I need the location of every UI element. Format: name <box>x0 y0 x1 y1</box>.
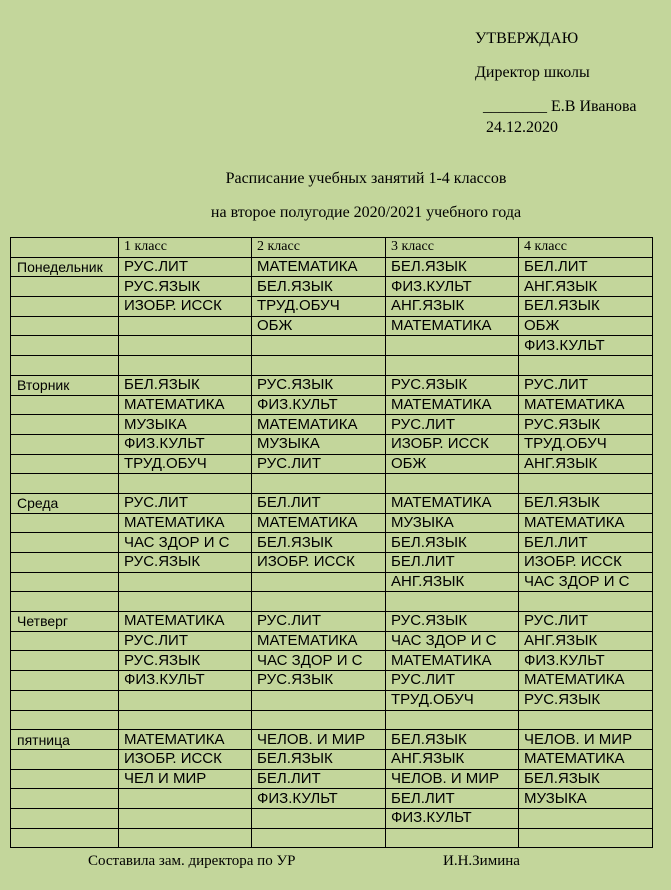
lesson-cell <box>252 808 386 828</box>
day-cell <box>11 415 119 435</box>
lesson-cell: ФИЗ.КУЛЬТ <box>252 395 386 415</box>
lesson-cell: МАТЕМАТИКА <box>119 730 252 750</box>
day-cell <box>11 651 119 671</box>
lesson-cell <box>519 710 653 730</box>
table-row <box>11 769 653 789</box>
lesson-cell: БЕЛ.ЯЗЫК <box>519 297 653 317</box>
lesson-cell: РУС.ЯЗЫК <box>252 671 386 691</box>
lesson-cell: РУС.ЛИТ <box>386 415 519 435</box>
lesson-cell: МАТЕМАТИКА <box>119 395 252 415</box>
day-cell <box>11 297 119 317</box>
lesson-cell: ТРУД.ОБУЧ <box>252 297 386 317</box>
lesson-cell: ЧАС ЗДОР И С <box>252 651 386 671</box>
lesson-cell: ИЗОБР. ИССК <box>119 297 252 317</box>
lesson-cell <box>119 356 252 376</box>
lesson-cell: РУС.ЯЗЫК <box>119 277 252 297</box>
lesson-cell: АНГ.ЯЗЫК <box>519 631 653 651</box>
day-cell <box>11 789 119 809</box>
table-row <box>11 415 653 435</box>
lesson-cell: МУЗЫКА <box>252 434 386 454</box>
lesson-cell <box>519 828 653 848</box>
lesson-cell <box>119 572 252 592</box>
lesson-cell <box>386 474 519 494</box>
lesson-cell <box>119 690 252 710</box>
lesson-cell: БЕЛ.ЯЗЫК <box>386 533 519 553</box>
lesson-cell: МАТЕМАТИКА <box>519 749 653 769</box>
lesson-cell <box>386 592 519 612</box>
table-row <box>11 612 653 632</box>
lesson-cell: ЧАС ЗДОР И С <box>119 533 252 553</box>
lesson-cell: РУС.ЛИТ <box>252 612 386 632</box>
lesson-cell: МАТЕМАТИКА <box>252 415 386 435</box>
lesson-cell: ОБЖ <box>519 316 653 336</box>
lesson-cell <box>252 356 386 376</box>
day-cell: Вторник <box>11 375 119 395</box>
day-cell <box>11 592 119 612</box>
table-row <box>11 533 653 553</box>
table-row <box>11 454 653 474</box>
lesson-cell: ОБЖ <box>386 454 519 474</box>
header-cell-class: 2 класс <box>252 238 386 258</box>
lesson-cell: ФИЗ.КУЛЬТ <box>519 651 653 671</box>
lesson-cell: БЕЛ.ЯЗЫК <box>519 769 653 789</box>
lesson-cell: МАТЕМАТИКА <box>252 513 386 533</box>
lesson-cell: МУЗЫКА <box>386 513 519 533</box>
lesson-cell <box>519 808 653 828</box>
day-cell <box>11 808 119 828</box>
day-cell <box>11 336 119 356</box>
lesson-cell: ФИЗ.КУЛЬТ <box>519 336 653 356</box>
lesson-cell: ИЗОБР. ИССК <box>519 553 653 573</box>
lesson-cell: РУС.ЛИТ <box>519 375 653 395</box>
schedule-table-body <box>11 238 653 848</box>
lesson-cell <box>386 356 519 376</box>
lesson-cell <box>119 474 252 494</box>
lesson-cell: МАТЕМАТИКА <box>519 671 653 691</box>
lesson-cell <box>252 474 386 494</box>
table-row <box>11 631 653 651</box>
lesson-cell: МУЗЫКА <box>519 789 653 809</box>
lesson-cell: БЕЛ.ЛИТ <box>252 493 386 513</box>
lesson-cell <box>252 336 386 356</box>
lesson-cell: ФИЗ.КУЛЬТ <box>386 277 519 297</box>
lesson-cell: БЕЛ.ЯЗЫК <box>386 730 519 750</box>
table-row <box>11 572 653 592</box>
day-cell <box>11 828 119 848</box>
day-cell <box>11 749 119 769</box>
day-cell: Понедельник <box>11 257 119 277</box>
day-cell <box>11 513 119 533</box>
lesson-cell: БЕЛ.ЛИТ <box>519 533 653 553</box>
approval-signature: ________ Е.В Иванова <box>483 98 637 115</box>
lesson-cell <box>386 336 519 356</box>
table-row <box>11 513 653 533</box>
lesson-cell <box>252 710 386 730</box>
lesson-cell: МАТЕМАТИКА <box>386 316 519 336</box>
day-cell <box>11 572 119 592</box>
lesson-cell: БЕЛ.ЛИТ <box>519 257 653 277</box>
lesson-cell: АНГ.ЯЗЫК <box>386 749 519 769</box>
lesson-cell: МАТЕМАТИКА <box>252 631 386 651</box>
approval-date: 24.12.2020 <box>486 119 558 136</box>
schedule-title: Расписание учебных занятий 1-4 классов <box>225 170 507 187</box>
lesson-cell: БЕЛ.ЯЗЫК <box>386 257 519 277</box>
lesson-cell: ТРУД.ОБУЧ <box>386 690 519 710</box>
lesson-cell: ТРУД.ОБУЧ <box>119 454 252 474</box>
lesson-cell: МАТЕМАТИКА <box>386 651 519 671</box>
table-row <box>11 375 653 395</box>
day-cell <box>11 631 119 651</box>
lesson-cell: РУС.ЯЗЫК <box>119 651 252 671</box>
table-row <box>11 553 653 573</box>
day-cell: Среда <box>11 493 119 513</box>
lesson-cell <box>119 316 252 336</box>
schedule-subtitle: на второе полугодие 2020/2021 учебного года <box>210 204 522 221</box>
lesson-cell: АНГ.ЯЗЫК <box>386 572 519 592</box>
lesson-cell <box>386 828 519 848</box>
lesson-cell <box>519 592 653 612</box>
lesson-cell <box>119 828 252 848</box>
header-cell-empty <box>11 238 119 258</box>
lesson-cell: ЧЕЛОВ. И МИР <box>252 730 386 750</box>
lesson-cell <box>119 789 252 809</box>
lesson-cell: МАТЕМАТИКА <box>386 395 519 415</box>
lesson-cell: ФИЗ.КУЛЬТ <box>252 789 386 809</box>
lesson-cell: ИЗОБР. ИССК <box>386 434 519 454</box>
table-row <box>11 730 653 750</box>
lesson-cell <box>252 592 386 612</box>
lesson-cell <box>252 572 386 592</box>
lesson-cell: РУС.ЛИТ <box>119 631 252 651</box>
day-cell <box>11 553 119 573</box>
lesson-cell <box>252 828 386 848</box>
table-row <box>11 336 653 356</box>
table-row <box>11 434 653 454</box>
lesson-cell: ЧАС ЗДОР И С <box>386 631 519 651</box>
lesson-cell: ЧАС ЗДОР И С <box>519 572 653 592</box>
lesson-cell: РУС.ЯЗЫК <box>386 375 519 395</box>
lesson-cell: ФИЗ.КУЛЬТ <box>119 671 252 691</box>
header-cell-class: 1 класс <box>119 238 252 258</box>
table-row <box>11 828 653 848</box>
lesson-cell: АНГ.ЯЗЫК <box>386 297 519 317</box>
lesson-cell: РУС.ЛИТ <box>386 671 519 691</box>
lesson-cell: МУЗЫКА <box>119 415 252 435</box>
lesson-cell: БЕЛ.ЯЗЫК <box>119 375 252 395</box>
day-cell: Четверг <box>11 612 119 632</box>
lesson-cell <box>519 474 653 494</box>
table-row <box>11 316 653 336</box>
lesson-cell <box>119 710 252 730</box>
lesson-cell: МАТЕМАТИКА <box>252 257 386 277</box>
table-row <box>11 277 653 297</box>
table-row <box>11 808 653 828</box>
lesson-cell: БЕЛ.ЯЗЫК <box>252 533 386 553</box>
lesson-cell: МАТЕМАТИКА <box>519 395 653 415</box>
table-row <box>11 749 653 769</box>
lesson-cell: РУС.ЯЗЫК <box>519 690 653 710</box>
day-cell <box>11 690 119 710</box>
table-row <box>11 671 653 691</box>
lesson-cell: ФИЗ.КУЛЬТ <box>386 808 519 828</box>
lesson-cell: РУС.ЯЗЫК <box>386 612 519 632</box>
lesson-cell: БЕЛ.ЛИТ <box>252 769 386 789</box>
lesson-cell: РУС.ЛИТ <box>119 257 252 277</box>
table-row <box>11 257 653 277</box>
schedule-table <box>10 237 653 848</box>
lesson-cell <box>119 592 252 612</box>
lesson-cell <box>519 356 653 376</box>
table-row <box>11 474 653 494</box>
day-cell <box>11 533 119 553</box>
day-cell <box>11 769 119 789</box>
day-cell <box>11 454 119 474</box>
lesson-cell: РУС.ЛИТ <box>119 493 252 513</box>
table-row <box>11 297 653 317</box>
day-cell <box>11 316 119 336</box>
lesson-cell: РУС.ЛИТ <box>519 612 653 632</box>
day-cell <box>11 277 119 297</box>
approval-title: УТВЕРЖДАЮ <box>475 30 579 47</box>
lesson-cell: АНГ.ЯЗЫК <box>519 454 653 474</box>
day-cell <box>11 434 119 454</box>
table-row <box>11 710 653 730</box>
table-row <box>11 690 653 710</box>
day-cell <box>11 671 119 691</box>
day-cell <box>11 710 119 730</box>
table-row <box>11 651 653 671</box>
lesson-cell <box>119 808 252 828</box>
day-cell: пятница <box>11 730 119 750</box>
lesson-cell: БЕЛ.ЛИТ <box>386 789 519 809</box>
header-cell-class: 3 класс <box>386 238 519 258</box>
lesson-cell: ЧЕЛОВ. И МИР <box>519 730 653 750</box>
lesson-cell: РУС.ЯЗЫК <box>119 553 252 573</box>
table-row <box>11 356 653 376</box>
footer-name: И.Н.Зимина <box>443 853 520 869</box>
footer-compiled-by: Составила зам. директора по УР <box>88 853 296 869</box>
lesson-cell: БЕЛ.ЯЗЫК <box>519 493 653 513</box>
lesson-cell: БЕЛ.ЛИТ <box>386 553 519 573</box>
lesson-cell: БЕЛ.ЯЗЫК <box>252 749 386 769</box>
lesson-cell: ФИЗ.КУЛЬТ <box>119 434 252 454</box>
lesson-cell: МАТЕМАТИКА <box>119 612 252 632</box>
table-header-row <box>11 238 653 258</box>
header-cell-class: 4 класс <box>519 238 653 258</box>
table-row <box>11 493 653 513</box>
table-row <box>11 592 653 612</box>
lesson-cell: АНГ.ЯЗЫК <box>519 277 653 297</box>
lesson-cell: ОБЖ <box>252 316 386 336</box>
day-cell <box>11 356 119 376</box>
lesson-cell: БЕЛ.ЯЗЫК <box>252 277 386 297</box>
lesson-cell: ЧЕЛОВ. И МИР <box>386 769 519 789</box>
lesson-cell: МАТЕМАТИКА <box>386 493 519 513</box>
lesson-cell: ИЗОБР. ИССК <box>252 553 386 573</box>
lesson-cell: МАТЕМАТИКА <box>119 513 252 533</box>
approval-position: Директор школы <box>475 64 590 81</box>
table-row <box>11 789 653 809</box>
lesson-cell <box>119 336 252 356</box>
lesson-cell: РУС.ЛИТ <box>252 454 386 474</box>
day-cell <box>11 395 119 415</box>
lesson-cell: МАТЕМАТИКА <box>519 513 653 533</box>
lesson-cell: РУС.ЯЗЫК <box>519 415 653 435</box>
day-cell <box>11 474 119 494</box>
table-row <box>11 395 653 415</box>
lesson-cell: РУС.ЯЗЫК <box>252 375 386 395</box>
lesson-cell: ТРУД.ОБУЧ <box>519 434 653 454</box>
lesson-cell: ИЗОБР. ИССК <box>119 749 252 769</box>
lesson-cell: ЧЕЛ И МИР <box>119 769 252 789</box>
lesson-cell <box>252 690 386 710</box>
lesson-cell <box>386 710 519 730</box>
